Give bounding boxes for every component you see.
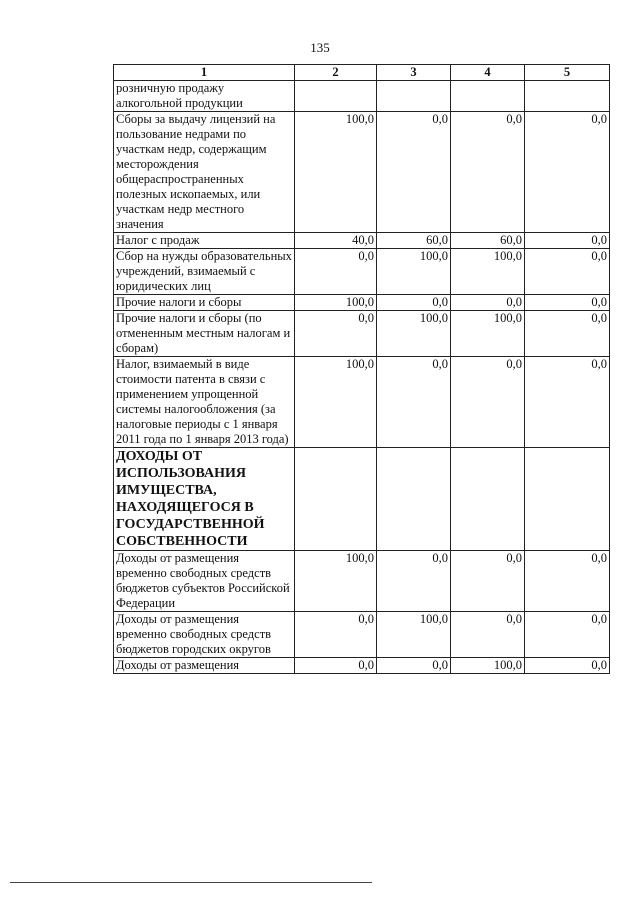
- row-value-col2: 40,0: [295, 233, 377, 249]
- table-row: [114, 612, 610, 658]
- row-value-col4: 0,0: [451, 551, 525, 612]
- section-heading-row: [114, 448, 610, 551]
- row-value-col5: [525, 81, 610, 112]
- table-row: [114, 311, 610, 357]
- row-value-col3: 0,0: [377, 658, 451, 674]
- column-header-1: 1: [114, 65, 295, 81]
- row-name: Доходы от размещения временно свободных средств бюджетов субъектов Российской Федерации: [114, 551, 295, 612]
- row-value-col3: [377, 448, 451, 551]
- row-value-col4: 0,0: [451, 357, 525, 448]
- row-value-col4: 100,0: [451, 249, 525, 295]
- column-header-2: 2: [295, 65, 377, 81]
- row-value-col3: 0,0: [377, 295, 451, 311]
- row-name: розничную продажу алкогольной продукции: [114, 81, 295, 112]
- row-value-col5: 0,0: [525, 112, 610, 233]
- row-value-col3: 60,0: [377, 233, 451, 249]
- row-value-col5: [525, 448, 610, 551]
- row-value-col3: 100,0: [377, 311, 451, 357]
- row-value-col2: 0,0: [295, 658, 377, 674]
- row-value-col3: [377, 81, 451, 112]
- table-row: [114, 112, 610, 233]
- row-value-col5: 0,0: [525, 658, 610, 674]
- row-value-col4: [451, 81, 525, 112]
- row-value-col4: 60,0: [451, 233, 525, 249]
- row-value-col2: [295, 81, 377, 112]
- row-value-col3: 0,0: [377, 112, 451, 233]
- row-value-col5: 0,0: [525, 249, 610, 295]
- table-row: [114, 81, 610, 112]
- row-value-col2: 100,0: [295, 357, 377, 448]
- row-name: Сбор на нужды образовательных учреждений, взимаемый с юридических лиц: [114, 249, 295, 295]
- row-value-col5: 0,0: [525, 311, 610, 357]
- row-value-col5: 0,0: [525, 295, 610, 311]
- table-header-row: [114, 65, 610, 81]
- row-value-col5: 0,0: [525, 357, 610, 448]
- table-row: [114, 233, 610, 249]
- table-row: [114, 357, 610, 448]
- table-row: [114, 295, 610, 311]
- row-value-col4: 0,0: [451, 295, 525, 311]
- row-value-col4: 100,0: [451, 658, 525, 674]
- row-value-col4: 100,0: [451, 311, 525, 357]
- table-row: [114, 551, 610, 612]
- table-row: [114, 658, 610, 674]
- row-value-col2: [295, 448, 377, 551]
- row-name: Прочие налоги и сборы: [114, 295, 295, 311]
- row-value-col2: 0,0: [295, 612, 377, 658]
- row-value-col4: [451, 448, 525, 551]
- row-value-col5: 0,0: [525, 612, 610, 658]
- row-value-col2: 100,0: [295, 551, 377, 612]
- footer-rule: [10, 882, 372, 883]
- row-name: Доходы от размещения временно свободных средств бюджетов городских округов: [114, 612, 295, 658]
- row-name: Налог с продаж: [114, 233, 295, 249]
- row-value-col2: 0,0: [295, 311, 377, 357]
- column-header-4: 4: [451, 65, 525, 81]
- row-value-col3: 100,0: [377, 612, 451, 658]
- row-name: Налог, взимаемый в виде стоимости патента в связи с применением упрощенной системы налогообложения (за налоговые периоды с 1 января 2011 года по 1 января 2013 года): [114, 357, 295, 448]
- page-number: 135: [310, 40, 330, 55]
- column-header-5: 5: [525, 65, 610, 81]
- row-value-col4: 0,0: [451, 112, 525, 233]
- table-row: [114, 249, 610, 295]
- row-name: Сборы за выдачу лицензий на пользование недрами по участкам недр, содержащим месторождения общераспространенных полезных ископаемых, или участкам недр местного значения: [114, 112, 295, 233]
- row-value-col5: 0,0: [525, 551, 610, 612]
- row-name: Прочие налоги и сборы (по отмененным местным налогам и сборам): [114, 311, 295, 357]
- budget-table: [113, 64, 610, 674]
- column-header-3: 3: [377, 65, 451, 81]
- row-name: Доходы от размещения: [114, 658, 295, 674]
- row-value-col3: 0,0: [377, 357, 451, 448]
- row-value-col3: 100,0: [377, 249, 451, 295]
- row-value-col3: 0,0: [377, 551, 451, 612]
- row-value-col4: 0,0: [451, 612, 525, 658]
- row-value-col2: 100,0: [295, 295, 377, 311]
- section-heading: ДОХОДЫ ОТ ИСПОЛЬЗОВАНИЯ ИМУЩЕСТВА, НАХОДЯЩЕГОСЯ В ГОСУДАРСТВЕННОЙ СОБСТВЕННОСТИ: [114, 448, 295, 551]
- row-value-col2: 100,0: [295, 112, 377, 233]
- row-value-col5: 0,0: [525, 233, 610, 249]
- row-value-col2: 0,0: [295, 249, 377, 295]
